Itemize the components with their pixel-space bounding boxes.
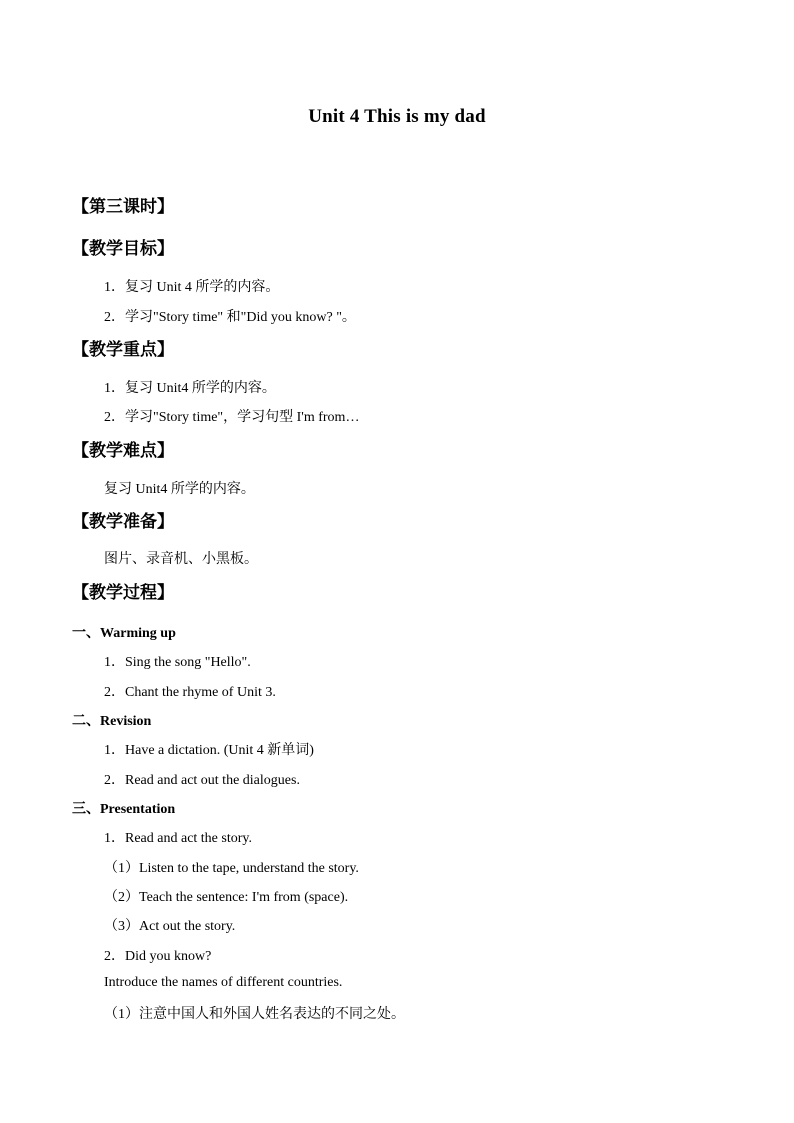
revision-item: 2．Read and act out the dialogues. bbox=[104, 773, 300, 788]
heading-process: 【教学过程】 bbox=[72, 583, 174, 603]
goal-item: 1．复习 Unit 4 所学的内容。 bbox=[104, 280, 280, 295]
heading-difficulties: 【教学难点】 bbox=[72, 441, 174, 461]
section-presentation: 三、Presentation bbox=[72, 802, 176, 817]
warming-up-item: 1．Sing the song "Hello". bbox=[104, 655, 251, 670]
section-revision: 二、Revision bbox=[72, 714, 152, 729]
heading-preparation: 【教学准备】 bbox=[72, 512, 174, 532]
difficulty-text: 复习 Unit4 所学的内容。 bbox=[104, 482, 255, 497]
key-point-item: 2．学习"Story time"，学习句型 I'm from… bbox=[104, 410, 360, 425]
revision-item: 1．Have a dictation. (Unit 4 新单词) bbox=[104, 743, 314, 758]
heading-lesson: 【第三课时】 bbox=[72, 197, 174, 217]
goal-item: 2．学习"Story time" 和"Did you know? "。 bbox=[104, 310, 356, 325]
warming-up-item: 2．Chant the rhyme of Unit 3. bbox=[104, 685, 276, 700]
heading-key-points: 【教学重点】 bbox=[72, 340, 174, 360]
presentation-item: 2．Did you know? bbox=[104, 949, 212, 964]
preparation-text: 图片、录音机、小黑板。 bbox=[104, 552, 258, 567]
presentation-subitem: （1）注意中国人和外国人姓名表达的不同之处。 bbox=[104, 1007, 405, 1022]
presentation-subitem: （1）Listen to the tape, understand the story. bbox=[104, 861, 359, 876]
presentation-item: 1．Read and act the story. bbox=[104, 831, 252, 846]
heading-goals: 【教学目标】 bbox=[72, 239, 174, 259]
presentation-subitem: （2）Teach the sentence: I'm from (space). bbox=[104, 890, 349, 905]
page-title: Unit 4 This is my dad bbox=[308, 106, 486, 127]
presentation-note: Introduce the names of different countries. bbox=[104, 975, 343, 990]
section-warming-up: 一、Warming up bbox=[72, 626, 176, 641]
presentation-subitem: （3）Act out the story. bbox=[104, 919, 236, 934]
key-point-item: 1．复习 Unit4 所学的内容。 bbox=[104, 381, 276, 396]
